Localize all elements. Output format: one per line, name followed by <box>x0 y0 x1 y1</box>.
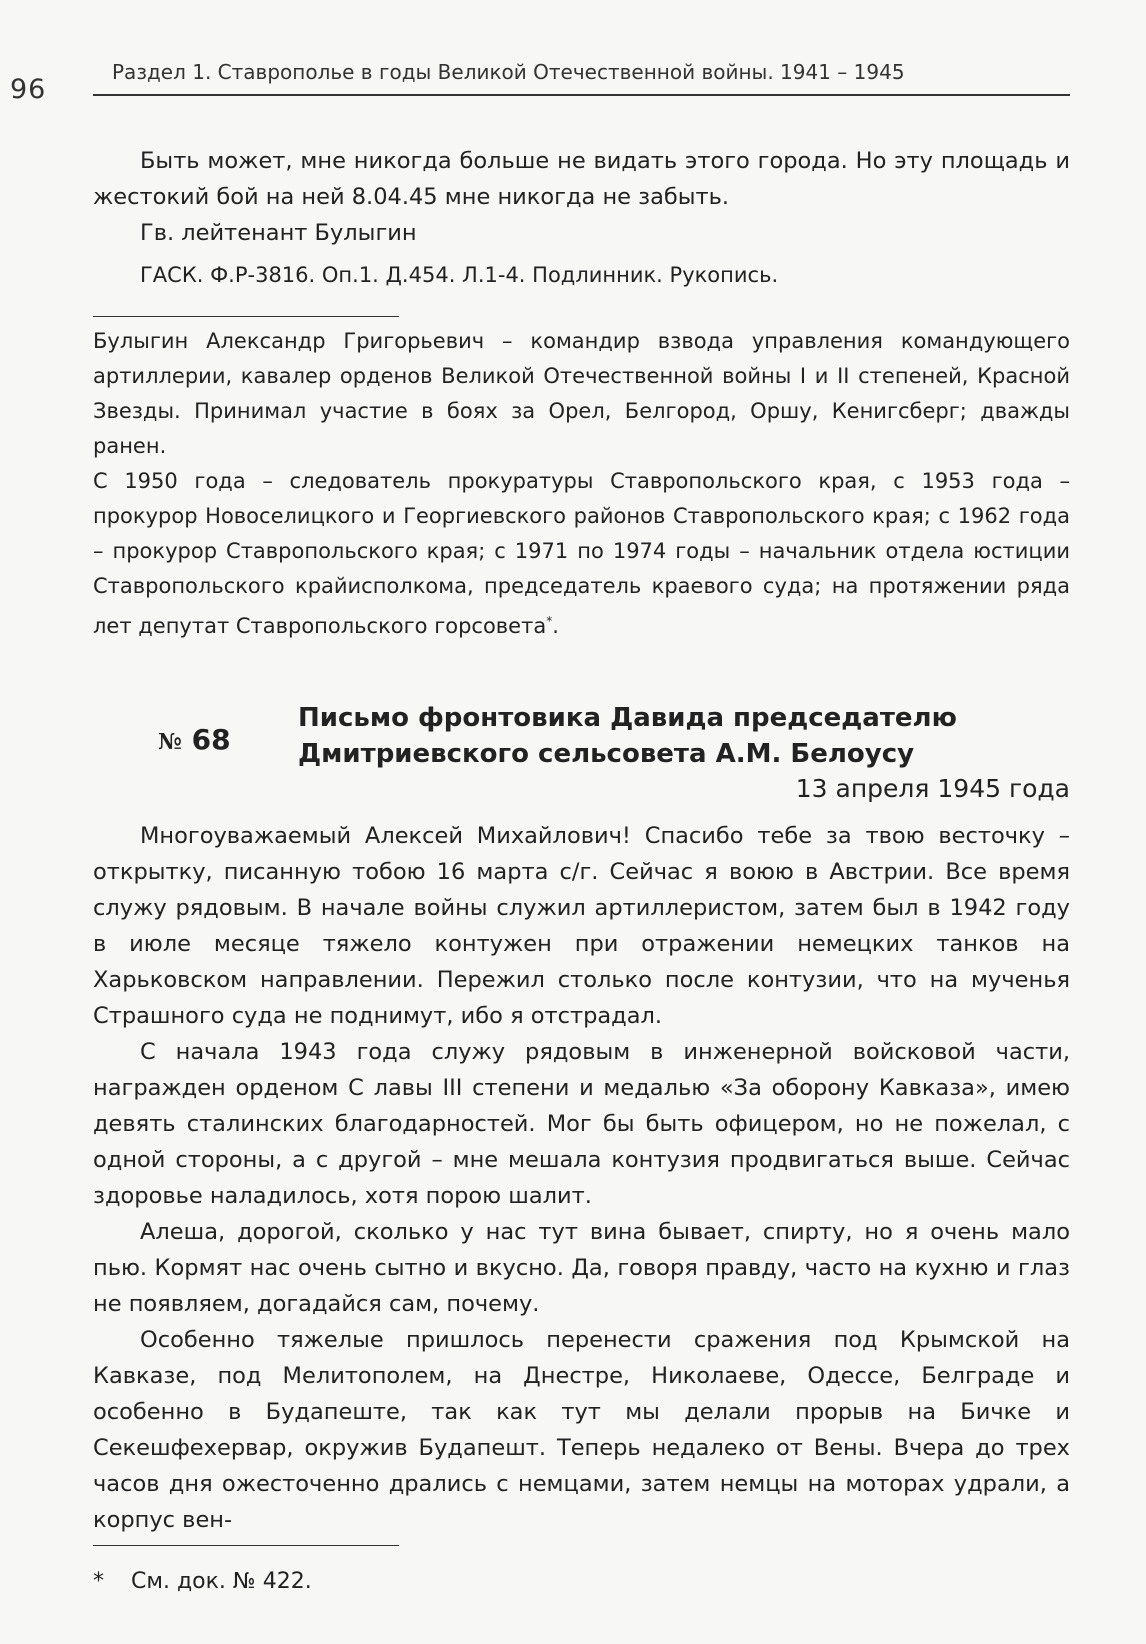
document-title-line-1: Письмо фронтовика Давида председателю <box>298 703 957 733</box>
footnote-text: См. док. № 422. <box>131 1569 312 1594</box>
biography-paragraph-2-text: С 1950 года – следователь прокуратуры Ставропольского края, с 1953 года – прокурор Новоселицкого и Георгиевского районов Ставропольского края; с 1962 года – прокурор Ставропольского края; с 1971 по 1974 годы – начальник отдела юстиции Ставропольского крайисполкома, председатель краевого суда; на протяжении ряда лет депутат Ставропольского горсовета <box>93 469 1070 638</box>
number-sign: № <box>158 729 182 755</box>
document-number-value: 68 <box>191 723 231 756</box>
letter-signature: Гв. лейтенант Булыгин <box>140 220 417 246</box>
document-title-line-2: Дмитриевского сельсовета А.М. Белоусу <box>298 739 915 769</box>
biography-note <box>93 324 1070 644</box>
bio-separator <box>93 316 399 317</box>
biography-paragraph-2 <box>93 464 1070 644</box>
header-rule <box>93 94 1070 96</box>
archive-source-text: ГАСК. Ф.Р-3816. Оп.1. Д.454. Л.1-4. Подлинник. Рукопись. <box>140 263 779 287</box>
page-number: 96 <box>10 74 47 105</box>
footnote-separator <box>93 1545 399 1546</box>
footnote <box>93 1569 312 1594</box>
letter-body <box>93 818 1070 1538</box>
letter-paragraph: Особенно тяжелые пришлось перенести сражения под Крымской на Кавказе, под Мелитополем, на Днестре, Николаеве, Одессе, Белграде и особенно в Будапеште, так как тут мы делали прорыв на Бичке и Секешфехервар, окружив Будапешт. Теперь недалеко от Вены. Вчера до трех часов дня ожесточенно дрались с немцами, затем немцы на моторах удрали, а корпус вен- <box>93 1327 1070 1533</box>
archive-source <box>93 258 1070 293</box>
document-title <box>298 700 1058 772</box>
biography-paragraph-1: Булыгин Александр Григорьевич – командир взвода управления командующего артиллерии, кавалер орденов Великой Отечественной войны I и II степеней, Красной Звезды. Принимал участие в боях за Орел, Белгород, Оршу, Кенигсберг; дважды ранен. <box>93 329 1070 458</box>
letter-paragraph: С начала 1943 года служу рядовым в инженерной войсковой части, награжден орденом С лавы III степени и медалью «За оборону Кавказа», имею девять сталинских благодарностей. Мог бы быть офицером, но не пожелал, с одной стороны, а с другой – мне мешала контузия продвигаться выше. Сейчас здоровье наладилось, хотя порою шалит. <box>93 1039 1070 1209</box>
running-title: Раздел 1. Ставрополье в годы Великой Отечественной войны. 1941 – 1945 <box>112 60 905 84</box>
footnote-star: * <box>93 1569 104 1594</box>
letter-paragraph: Многоуважаемый Алексей Михайлович! Спасибо тебе за твою весточку – открытку, писанную тобою 16 марта с/г. Сейчас я воюю в Австрии. Все время служу рядовым. В начале войны служил артиллеристом, затем был в 1942 году в июле месяце тяжело контужен при отражении немецких танков на Харьковском направлении. Пережил столько после контузии, что на мученья Страшного суда не поднимут, ибо я отстрадал. <box>93 823 1070 1029</box>
document-date: 13 апреля 1945 года <box>795 774 1070 803</box>
footnote-marker: * <box>546 614 553 628</box>
letter-ending <box>93 143 1070 251</box>
letter-closing-text: Быть может, мне никогда больше не видать этого города. Но эту площадь и жестокий бой на ней 8.04.45 мне никогда не забыть. <box>93 148 1070 210</box>
biography-paragraph-2-end: . <box>552 614 559 638</box>
letter-paragraph: Алеша, дорогой, сколько у нас тут вина бывает, спирту, но я очень мало пью. Кормят нас очень сытно и вкусно. Да, говоря правду, часто на кухню и глаз не появляем, догадайся сам, почему. <box>93 1219 1070 1317</box>
document-number <box>158 723 231 756</box>
